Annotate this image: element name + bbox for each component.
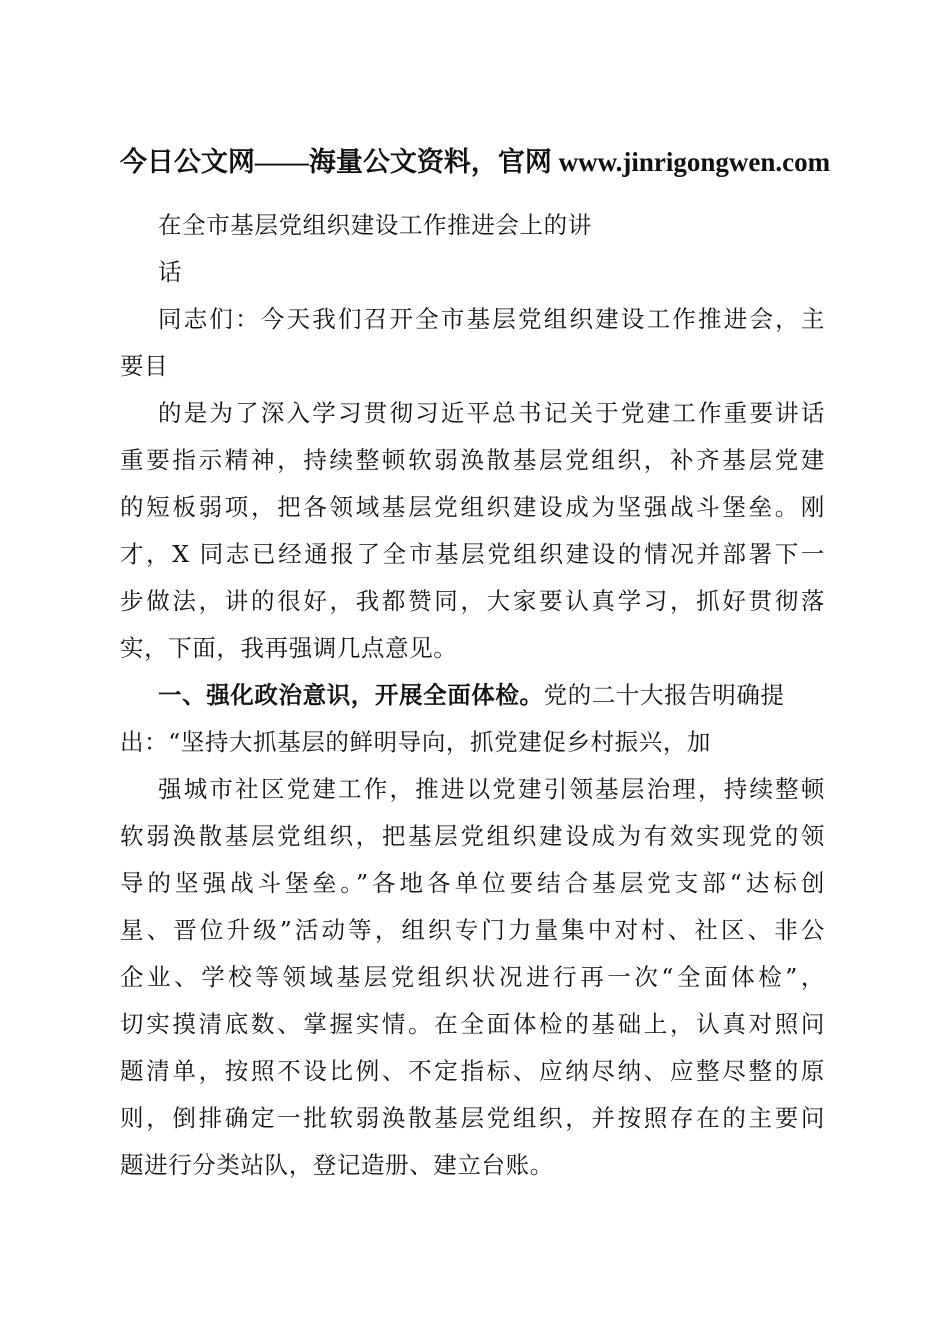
paragraph-line: 软弱涣散基层党组织，把基层党组织建设成为有效实现党的领: [120, 822, 825, 850]
site-header: 今日公文网——海量公文资料，官网 www.jinrigongwen.com: [119, 147, 831, 177]
section-heading-tail: 党的二十大报告明确提: [543, 681, 785, 709]
section-heading: 一、强化政治意识，开展全面体检。: [158, 681, 544, 709]
section-heading-line: [120, 672, 825, 719]
document-body: [120, 202, 825, 1189]
paragraph-line: 企业、学校等领域基层党组织状况进行再一次“全面体检”，: [120, 963, 825, 991]
paragraph-line: 步做法，讲的很好，我都赞同，大家要认真学习，抓好贯彻落: [120, 587, 825, 615]
paragraph-line: 出：“坚持大抓基层的鲜明导向，抓党建促乡村振兴，加: [120, 728, 712, 756]
paragraph-line: 要目: [120, 352, 169, 380]
paragraph-line: 切实摸清底数、掌握实情。在全面体检的基础上，认真对照问: [120, 1010, 825, 1038]
paragraph-line: 强城市社区党建工作，推进以党建引领基层治理，持续整顿: [158, 775, 825, 803]
paragraph-line: 实，下面，我再强调几点意见。: [120, 634, 458, 662]
paragraph-line: 星、晋位升级”活动等，组织专门力量集中对村、社区、非公: [120, 916, 825, 944]
paragraph-line: 则，倒排确定一批软弱涣散基层党组织，并按照存在的主要问: [120, 1104, 825, 1132]
paragraph-line: 题清单，按照不设比例、不定指标、应纳尽纳、应整尽整的原: [120, 1057, 825, 1085]
paragraph-line: 才，X 同志已经通报了全市基层党组织建设的情况并部署下一: [120, 540, 825, 568]
paragraph-line: 的短板弱项，把各领域基层党组织建设成为坚强战斗堡垒。刚: [120, 493, 825, 521]
document-title-line-1: 在全市基层党组织建设工作推进会上的讲: [158, 211, 592, 239]
paragraph-line: 重要指示精神，持续整顿软弱涣散基层党组织，补齐基层党建: [120, 446, 825, 474]
paragraph-line: 题进行分类站队，登记造册、建立台账。: [120, 1151, 554, 1179]
paragraph-line: 导的坚强战斗堡垒。”各地各单位要结合基层党支部“达标创: [120, 869, 825, 897]
paragraph-line: 的是为了深入学习贯彻习近平总书记关于党建工作重要讲话: [158, 399, 825, 427]
document-title-line-2: 话: [158, 258, 183, 286]
paragraph-line: 同志们：今天我们召开全市基层党组织建设工作推进会，主: [158, 305, 825, 333]
